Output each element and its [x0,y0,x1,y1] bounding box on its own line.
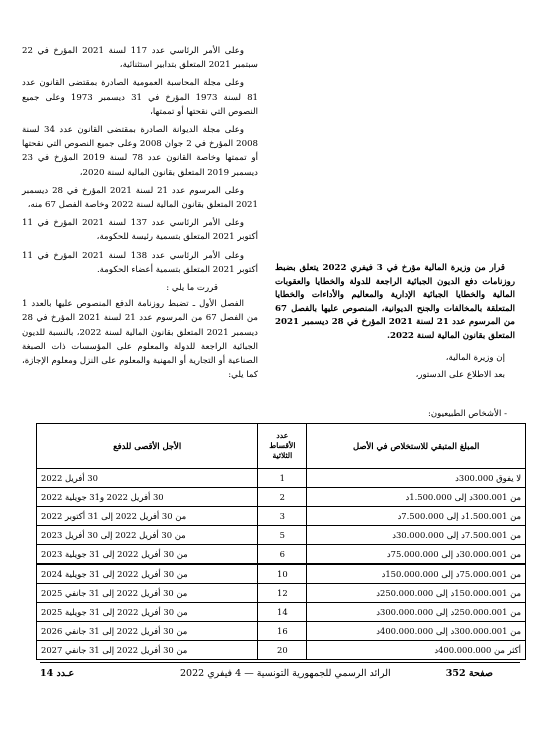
preamble-paragraph: وعلى الأمر الرئاسي عدد 137 لسنة 2021 المؤرخ في 11 أكتوبر 2021 المتعلق بتسمية رئيسة للحكومة، [22,218,258,243]
cell-amount: من 30.000.001د إلى 75.000.000د [307,545,526,565]
preamble-paragraph: وعلى مجلة الديوانة الصادرة بمقتضى القانون عدد 34 لسنة 2008 المؤرخ في 2 جوان 2008 وعلى جميع النصوص التي نقحتها أو تممتها وخاصة القانون عدد 78 لسنة 2019 المؤرخ في 23 ديسمبر 2019 المتعلق بقانون المالية لسنة 2020، [22,125,259,178]
table-row [37,584,526,603]
header-deadline: الأجل الأقصى للدفع [37,424,258,469]
right-column [275,262,515,387]
table-row [37,488,526,507]
cell-amount: من 1.500.001د إلى 7.500.000د [307,507,526,526]
table-row [37,603,526,622]
preamble-line: بعد الاطلاع على الدستور، [415,370,505,381]
cell-installments: 10 [258,564,307,584]
decree-title: قرار من وزيرة المالية مؤرخ في 3 فيفري 2022 يتعلق بضبط روزنامات دفع الديون الجبائية الراجعة للدولة والخطايا والعقوبات المالية والخطايا الجبائية الإدارية والمعاليم والأداءات والخطايا المتعلقة بالمخالفات والجنح الديوانية، المنصوص عليها بالفصل 67 من المرسوم عدد 21 لسنة 2021 المؤرخ في 28 ديسمبر 2021 المتعلق بقانون المالية لسنة 2022. [275,263,515,341]
cell-installments: 12 [258,584,307,603]
preamble-paragraph: وعلى الأمر الرئاسي عدد 138 لسنة 2021 المؤرخ في 11 أكتوبر 2021 المتعلق بتسمية أعضاء الحكومة. [22,250,258,275]
table-subheading: - الأشخاص الطبيعيون: [427,409,507,419]
cell-deadline: 30 أفريل 2022 [37,469,258,488]
table-row [37,526,526,545]
preamble-paragraph: وعلى مجلة المحاسبة العمومية الصادرة بمقتضى القانون عدد 81 لسنة 1973 المؤرخ في 31 ديسمبر 1973 وعلى جميع النصوص التي نقحتها أو تممتها، [22,78,259,117]
header-installments: عدد الأقساط الثلاثية [258,424,307,469]
table-row [37,641,526,660]
cell-amount: من 300.000.001د إلى 400.000.000د [307,622,526,641]
cell-amount: من 300.001د إلى 1.500.000د [307,488,526,507]
cell-deadline: من 30 أفريل 2022 إلى 31 جويلية 2025 [37,603,258,622]
cell-installments: 16 [258,622,307,641]
decision-heading: قررت ما يلي : [166,283,218,294]
footer-journal: الرائد الرسمي للجمهورية التونسية — 4 فيفري 2022 [180,668,391,679]
cell-deadline: من 30 أفريل 2022 إلى 31 جويلية 2024 [37,564,258,584]
table-row [37,622,526,641]
article-one: الفصل الأول ـ تضبط روزنامة الدفع المنصوص عليها بالعدد 1 من الفصل 67 من المرسوم عدد 21 لسنة 2021 المؤرخ في 28 ديسمبر 2021 المتعلق بقانون المالية لسنة 2022، بالنسبة للديون الجبائية الراجعة للدولة والمعلوم على المؤسسات ذات الصبغة الصناعية أو التجارية أو المهنية والمعلوم على النزل ومعلوم الإجازة، كما يلي: [22,299,259,381]
table-header-row [37,424,526,469]
table-row [37,564,526,584]
cell-deadline: من 30 أفريل 2022 إلى 30 أفريل 2023 [37,526,258,545]
footer-page: صفحة 352 [445,668,493,679]
cell-deadline: من 30 أفريل 2022 إلى 31 جانفي 2025 [37,584,258,603]
cell-amount: من 250.000.001د إلى 300.000.000د [307,603,526,622]
cell-deadline: من 30 أفريل 2022 إلى 31 جانفي 2026 [37,622,258,641]
preamble-paragraph: وعلى الأمر الرئاسي عدد 117 لسنة 2021 المؤرخ في 22 سبتمبر 2021 المتعلق بتدابير استثنائية، [22,46,258,71]
cell-amount: من 7.500.001د إلى 30.000.000د [307,526,526,545]
cell-deadline: من 30 أفريل 2022 إلى 31 جانفي 2027 [37,641,258,660]
payment-schedule-table [36,423,526,660]
table-row [37,469,526,488]
table-row [37,545,526,565]
footer-rule [40,662,520,663]
cell-installments: 20 [258,641,307,660]
cell-amount: أكثر من 400.000.000د [307,641,526,660]
preamble-paragraph: وعلى المرسوم عدد 21 لسنة 2021 المؤرخ في 28 ديسمبر 2021 المتعلق بقانون المالية لسنة 2022 وخاصة الفصل 67 منه، [22,185,258,211]
footer-issue: عـدد 14 [40,668,75,679]
header-amount: المبلغ المتبقي للاستخلاص في الأصل [307,424,526,469]
cell-installments: 14 [258,603,307,622]
cell-installments: 2 [258,488,307,507]
cell-amount: لا يفوق 300.000د [307,469,526,488]
cell-installments: 6 [258,545,307,565]
cell-amount: من 75.000.001د إلى 150.000.000د [307,564,526,584]
cell-deadline: 30 أفريل 2022 و31 جويلية 2022 [37,488,258,507]
cell-deadline: من 30 أفريل 2022 إلى 31 أكتوبر 2022 [37,507,258,526]
cell-installments: 3 [258,507,307,526]
cell-installments: 5 [258,526,307,545]
preamble-line: إن وزيرة المالية، [445,352,505,363]
table-row [37,507,526,526]
left-column [22,44,258,386]
cell-amount: من 150.000.001د إلى 250.000.000د [307,584,526,603]
cell-installments: 1 [258,469,307,488]
cell-deadline: من 30 أفريل 2022 إلى 31 جويلية 2023 [37,545,258,565]
